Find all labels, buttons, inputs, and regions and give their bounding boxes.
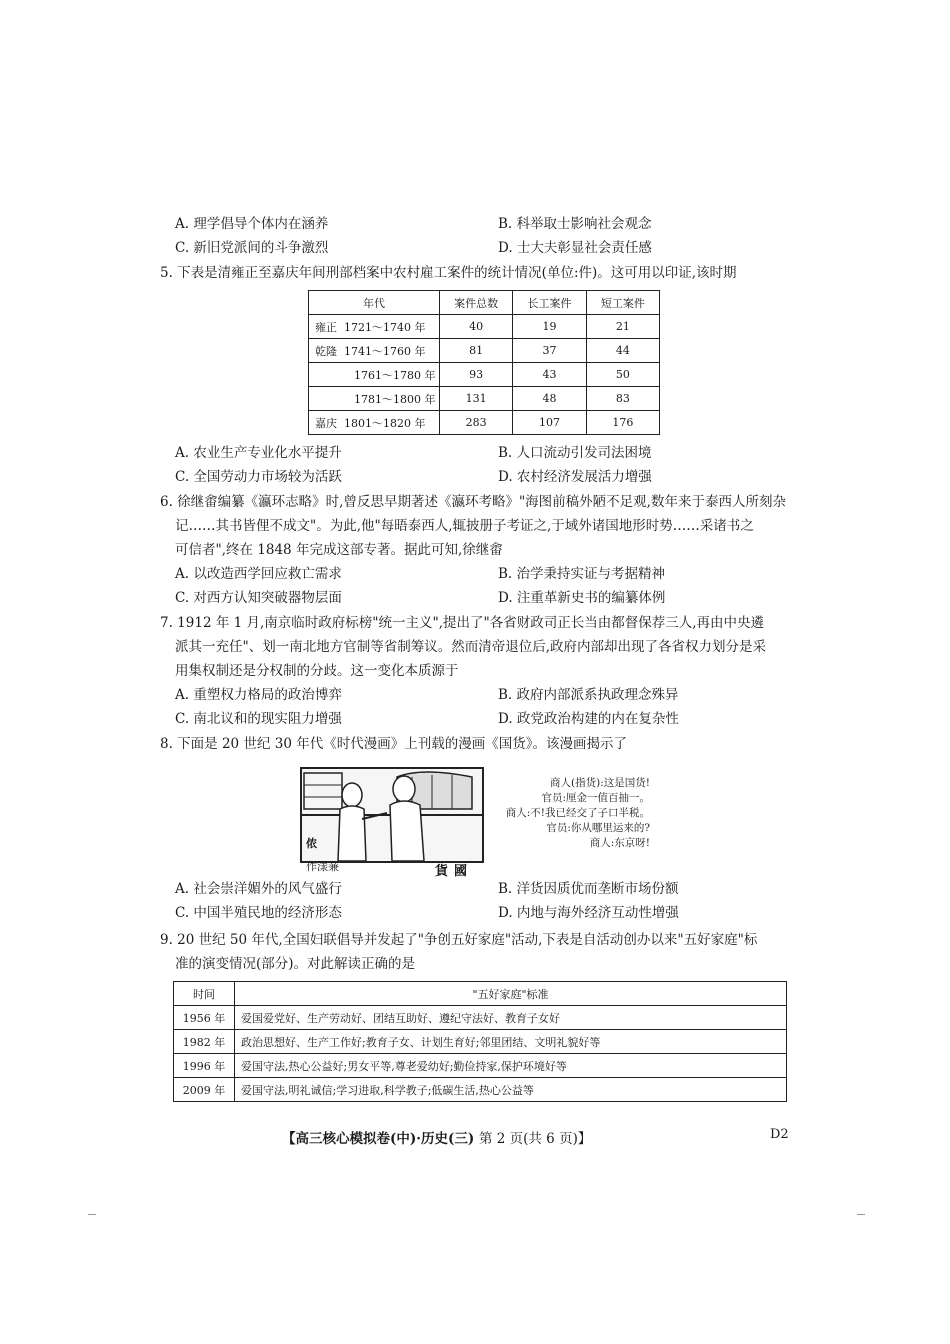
table-row [174, 1078, 787, 1102]
table-cell-era [309, 363, 440, 387]
table-cell: 283 [440, 411, 513, 435]
q5-option-d: D. 农村经济发展活力增强 [498, 469, 652, 485]
years-label: 1721～1740 年 [344, 320, 426, 334]
table-cell: 19 [513, 315, 586, 339]
table-cell-year: 1956 年 [174, 1006, 235, 1030]
cartoon-dialog-line: 商人:东京呀! [589, 837, 650, 849]
table-cell: 40 [440, 315, 513, 339]
table-cell: 107 [513, 411, 586, 435]
table-row [174, 1006, 787, 1030]
q4-option-d: D. 士大夫彰显社会责任感 [498, 240, 652, 256]
table-header: 长工案件 [513, 291, 586, 315]
table-cell: 43 [513, 363, 586, 387]
q4-option-c: C. 新旧党派间的斗争激烈 [175, 240, 329, 256]
table-cell: 37 [513, 339, 586, 363]
table-cell-year: 2009 年 [174, 1078, 235, 1102]
q8-option-b: B. 洋货因质优而垄断市场份额 [498, 881, 679, 897]
cartoon-dialog-line: 官员:你从哪里运来的? [546, 822, 650, 834]
q8-option-c: C. 中国半殖民地的经济形态 [175, 905, 342, 921]
paper-code: D2 [770, 1127, 789, 1142]
cartoon-dialog-line: 官员:厘金一值百抽一。 [541, 792, 650, 804]
q5-stem: 5. 下表是清雍正至嘉庆年间刑部档案中农村雇工案件的统计情况(单位:件)。这可用以印证,该时期 [160, 265, 737, 281]
cartoon-author-caption: 作漾蒹 [306, 860, 339, 873]
cartoon-signature: 侬 [306, 837, 317, 850]
table-cell-era [309, 387, 440, 411]
table-row [309, 363, 660, 387]
table-cell: 21 [586, 315, 659, 339]
years-label: 1801～1820 年 [344, 416, 426, 430]
table-row [309, 411, 660, 435]
years-label: 1781～1800 年 [354, 392, 436, 406]
q8-stem: 8. 下面是 20 世纪 30 年代《时代漫画》上刊载的漫画《国货》。该漫画揭示了 [160, 736, 627, 752]
table-row [309, 387, 660, 411]
q7-stem-line3: 用集权制还是分权制的分歧。这一变化本质源于 [175, 663, 459, 679]
q7-option-a: A. 重塑权力格局的政治博弈 [175, 687, 342, 703]
table-row [174, 1030, 787, 1054]
years-label: 1761～1780 年 [354, 368, 436, 382]
q6-stem-line3: 可信者",终在 1848 年完成这部专著。据此可知,徐继畬 [175, 542, 503, 558]
q5-option-a: A. 农业生产专业化水平提升 [175, 445, 342, 461]
q7-option-b: B. 政府内部派系执政理念殊异 [498, 687, 679, 703]
page-footer [282, 1127, 591, 1147]
table-cell-standard: 政治思想好、生产工作好;教育子女、计划生育好;邻里团结、文明礼貌好等 [235, 1030, 787, 1054]
q8-option-a: A. 社会崇洋媚外的风气盛行 [175, 881, 342, 897]
table-header: 案件总数 [440, 291, 513, 315]
footer-title: 【高三核心模拟卷(中)·历史(三) [282, 1131, 475, 1147]
table-cell: 81 [440, 339, 513, 363]
table-header: "五好家庭"标准 [235, 982, 787, 1006]
table-row [309, 339, 660, 363]
q5-option-c: C. 全国劳动力市场较为活跃 [175, 469, 342, 485]
q6-option-a: A. 以改造西学回应救亡需求 [175, 566, 342, 582]
cartoon-dialog-line: 商人:不!我已经交了子口半税。 [505, 807, 650, 819]
table-cell: 48 [513, 387, 586, 411]
table-cell-standard: 爱国守法,热心公益好;男女平等,尊老爱幼好;勤俭持家,保护环境好等 [235, 1054, 787, 1078]
q7-option-c: C. 南北议和的现实阻力增强 [175, 711, 342, 727]
table-header: 年代 [309, 291, 440, 315]
q6-option-c: C. 对西方认知突破器物层面 [175, 590, 342, 606]
q8-option-d: D. 内地与海外经济互动性增强 [498, 905, 679, 921]
table-header-row [309, 291, 660, 315]
reign-label: 乾隆 [315, 344, 337, 358]
q7-stem-line1: 7. 1912 年 1 月,南京临时政府标榜"统一主义",提出了"各省财政司正长当由都督保荐三人,再由中央遴 [160, 615, 764, 631]
footer-page-number: 第 2 页(共 6 页)】 [478, 1131, 592, 1147]
margin-mark [88, 1214, 96, 1215]
table-header: 短工案件 [586, 291, 659, 315]
table-cell-era [309, 315, 440, 339]
q4-option-b: B. 科举取士影响社会观念 [498, 216, 652, 232]
cartoon-dialog-line: 商人(指货):这是国货! [550, 777, 650, 789]
q5-option-b: B. 人口流动引发司法困境 [498, 445, 652, 461]
table-cell: 83 [586, 387, 659, 411]
table-row [174, 1054, 787, 1078]
table-cell: 93 [440, 363, 513, 387]
table-cell: 50 [586, 363, 659, 387]
q6-stem-line1: 6. 徐继畬编纂《瀛环志略》时,曾反思早期著述《瀛环考略》"海图前稿外陋不足观,数年来于泰西人所刻杂 [160, 494, 786, 510]
q4-option-a: A. 理学倡导个体内在涵养 [175, 216, 329, 232]
table-cell-year: 1982 年 [174, 1030, 235, 1054]
q6-option-b: B. 治学秉持实证与考据精神 [498, 566, 666, 582]
table-cell-era [309, 411, 440, 435]
q7-option-d: D. 政党政治构建的内在复杂性 [498, 711, 679, 727]
reign-label: 雍正 [315, 320, 337, 334]
table-cell: 131 [440, 387, 513, 411]
q9-stem-line2: 准的演变情况(部分)。对此解读正确的是 [175, 956, 416, 972]
table-row [309, 315, 660, 339]
q6-option-d: D. 注重革新史书的编纂体例 [498, 590, 666, 606]
table-cell-standard: 爱国爱党好、生产劳动好、团结互助好、遵纪守法好、教育子女好 [235, 1006, 787, 1030]
table-cell-year: 1996 年 [174, 1054, 235, 1078]
years-label: 1741～1760 年 [344, 344, 426, 358]
table-cell: 44 [586, 339, 659, 363]
q9-table [173, 981, 787, 1102]
cartoon-title-caption: 貨國 [435, 864, 474, 879]
table-header-row [174, 982, 787, 1006]
table-cell: 176 [586, 411, 659, 435]
table-cell-era [309, 339, 440, 363]
q6-stem-line2: 记……其书皆俚不成文"。为此,他"每晤泰西人,辄披册子考证之,于域外诸国地形时势……采诸书之 [175, 518, 754, 534]
q5-table [308, 290, 660, 435]
q7-stem-line2: 派其一充任"、划一南北地方官制等省制筹议。然而清帝退位后,政府内部却出现了各省权力划分是采 [175, 639, 766, 655]
margin-mark [857, 1214, 865, 1215]
table-header: 时间 [174, 982, 235, 1006]
table-cell-standard: 爱国守法,明礼诚信;学习进取,科学教子;低碳生活,热心公益等 [235, 1078, 787, 1102]
reign-label: 嘉庆 [315, 416, 337, 430]
q9-stem-line1: 9. 20 世纪 50 年代,全国妇联倡导并发起了"争创五好家庭"活动,下表是自活动创办以来"五好家庭"标 [160, 932, 758, 948]
